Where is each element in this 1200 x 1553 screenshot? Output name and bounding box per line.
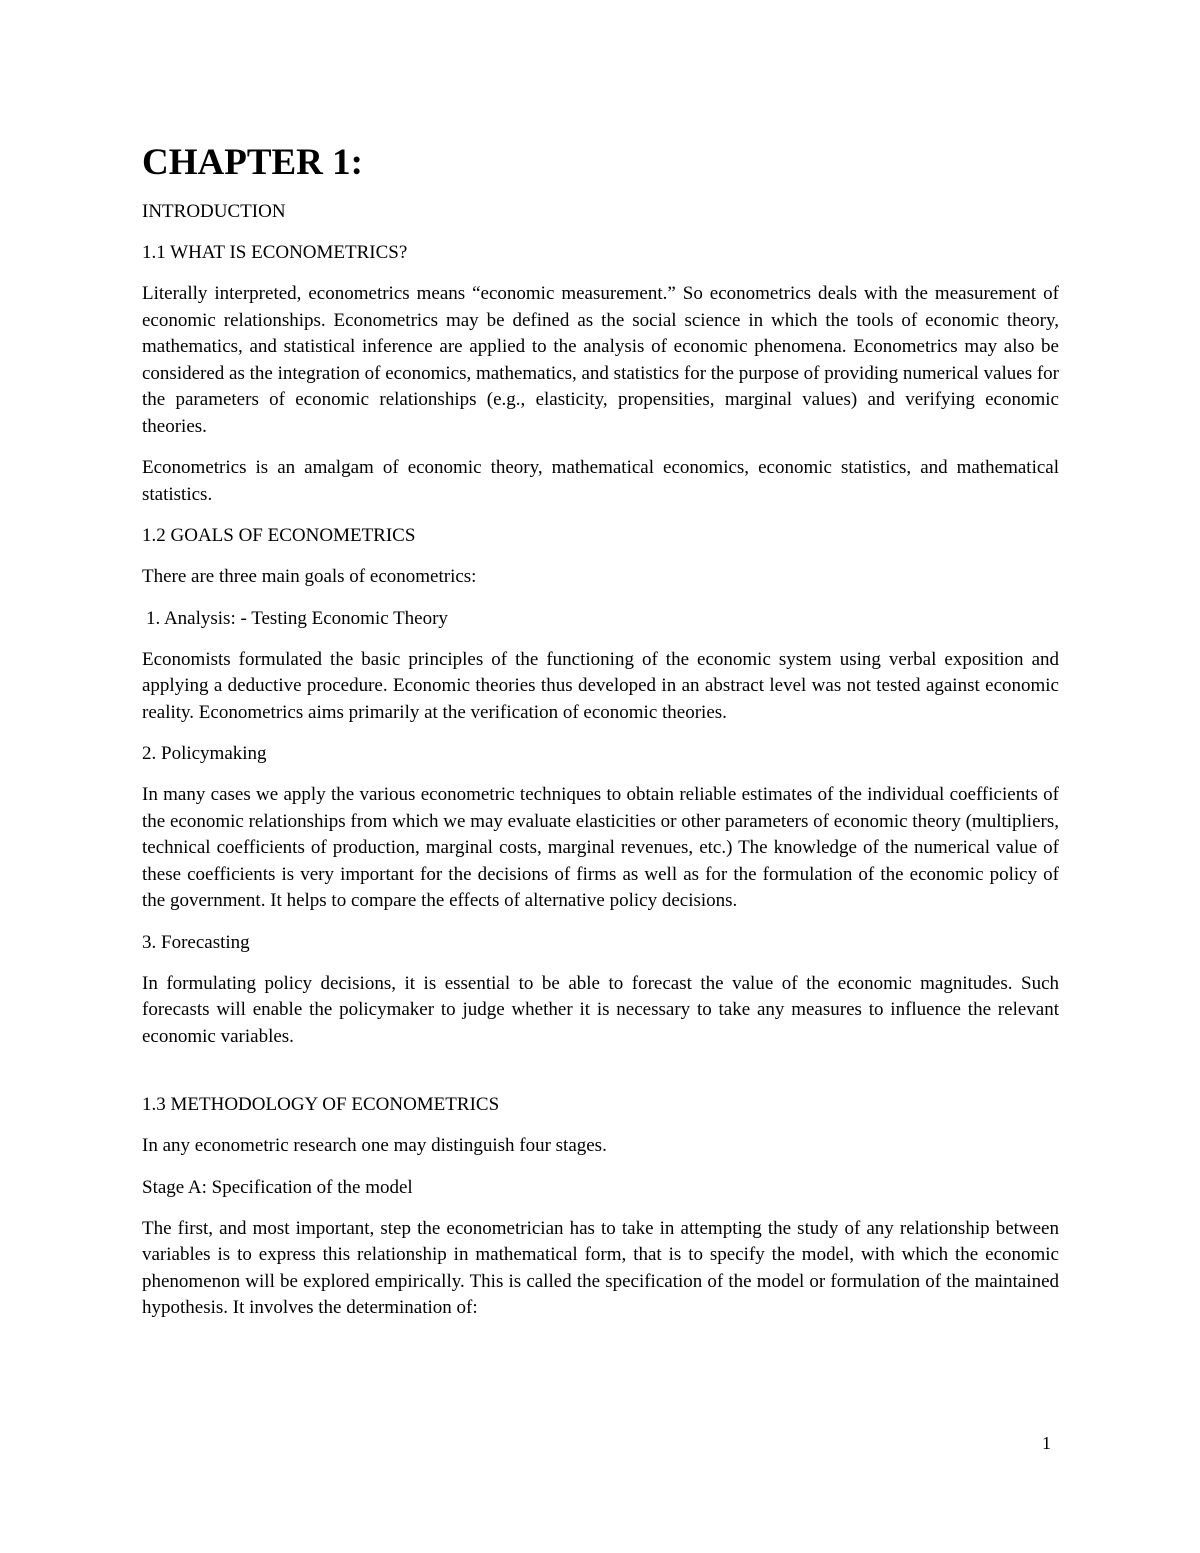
section-1-3-heading: 1.3 METHODOLOGY OF ECONOMETRICS: [142, 1094, 500, 1115]
goal-3-text: In formulating policy decisions, it is essential to be able to forecast the value of the economic magnitudes. Such forecasts will enable the policymaker to judge whether it is necessary to take any measures to influence the relevant economic variables.: [142, 972, 1059, 1047]
section-1-1-paragraph-1: Literally interpreted, econometrics means “economic measurement.” So econometrics deals with the measurement of economic relationships. Econometrics may be defined as the social science in which the tools of economic theory, mathematics, and statistical inference are applied to the analysis of economic phenomena. Econometrics may also be considered as the integration of economics, mathematics, and statistics for the purpose of providing numerical values for the parameters of economic relationships (e.g., elasticity, propensities, marginal values) and verifying economic theories.: [142, 283, 1060, 437]
methodology-intro: In any econometric research one may distinguish four stages.: [142, 1135, 607, 1156]
introduction-heading: INTRODUCTION: [142, 201, 286, 222]
stage-a-text: The first, and most important, step the econometrician has to take in attempting the study of any relationship between variables is to express this relationship in mathematical form, that is to specify the model, with which the economic phenomenon will be explored empirically. This is called the specification of the model or formulation of the maintained hypothesis. It involves the determination of:: [142, 1217, 1059, 1318]
page-number: 1: [1042, 1433, 1051, 1453]
goal-2-text: In many cases we apply the various econometric techniques to obtain reliable estimates of the individual coefficients of the economic relationships from which we may evaluate elasticities or other parameters of economic theory (multipliers, technical coefficients of production, marginal costs, marginal revenues, etc.) The knowledge of the numerical value of these coefficients is very important for the decisions of firms as well as for the formulation of the economic policy of the government. It helps to compare the effects of alternative policy decisions.: [142, 784, 1059, 911]
section-1-2-heading: 1.2 GOALS OF ECONOMETRICS: [142, 525, 416, 546]
section-1-1-heading: 1.1 WHAT IS ECONOMETRICS?: [142, 242, 408, 263]
goal-2-title: 2. Policymaking: [142, 743, 267, 764]
stage-a-title: Stage A: Specification of the model: [142, 1176, 413, 1198]
goal-1-title: 1. Analysis: - Testing Economic Theory: [146, 607, 448, 629]
goal-3-title: 3. Forecasting: [142, 931, 250, 953]
chapter-title: CHAPTER 1:: [142, 142, 363, 183]
goals-intro: There are three main goals of econometrics:: [142, 566, 477, 587]
goal-1-text: Economists formulated the basic principles of the functioning of the economic system using verbal exposition and applying a deductive procedure. Economic theories thus developed in an abstract level was not tested against economic reality. Econometrics aims primarily at the verification of economic theories.: [142, 648, 1059, 723]
page-content: [142, 141, 1059, 1337]
section-1-1-paragraph-2: Econometrics is an amalgam of economic theory, mathematical economics, economic statistics, and mathematical statistics.: [142, 457, 1059, 505]
